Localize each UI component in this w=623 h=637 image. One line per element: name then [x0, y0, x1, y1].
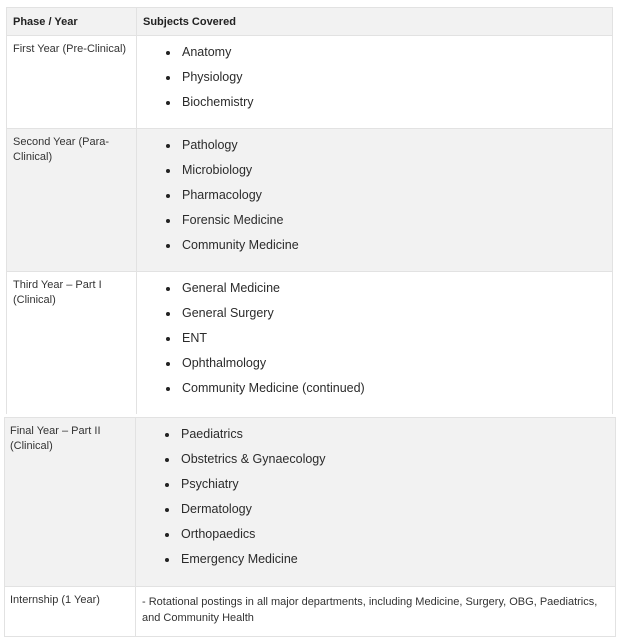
subject-item: Emergency Medicine [136, 547, 615, 572]
subject-item: Psychiatry [136, 472, 615, 497]
phase-cell: Third Year – Part I (Clinical) [7, 272, 137, 415]
subject-item: Community Medicine [137, 233, 612, 258]
subject-list [136, 418, 615, 580]
table-header-row [7, 8, 613, 36]
curriculum-table-part-2 [4, 417, 616, 637]
table-row [7, 129, 613, 272]
subjects-cell [136, 418, 616, 587]
subject-item: Forensic Medicine [137, 208, 612, 233]
subject-item: Paediatrics [136, 422, 615, 447]
table-row [5, 587, 616, 637]
subject-item: Pharmacology [137, 183, 612, 208]
subject-item: General Medicine [137, 276, 612, 301]
subject-item: Obstetrics & Gynaecology [136, 447, 615, 472]
table-row [7, 272, 613, 415]
subject-item: Ophthalmology [137, 351, 612, 376]
header-phase: Phase / Year [7, 8, 137, 36]
subject-item: Pathology [137, 133, 612, 158]
subject-list [137, 129, 612, 266]
subject-item: Microbiology [137, 158, 612, 183]
phase-cell: Second Year (Para-Clinical) [7, 129, 137, 272]
subjects-cell [137, 129, 613, 272]
table-row [5, 418, 616, 587]
table-row [7, 36, 613, 129]
header-subjects: Subjects Covered [137, 8, 613, 36]
subjects-cell [137, 36, 613, 129]
phase-cell: Final Year – Part II (Clinical) [5, 418, 136, 587]
subject-list [137, 36, 612, 123]
subject-item: Community Medicine (continued) [137, 376, 612, 401]
subject-item: General Surgery [137, 301, 612, 326]
internship-description: - Rotational postings in all major departments, including Medicine, Surgery, OBG, Paediatrics, and Community Health [142, 596, 598, 624]
subjects-cell [136, 587, 616, 637]
subjects-cell [137, 272, 613, 415]
subject-item: ENT [137, 326, 612, 351]
subject-item: Biochemistry [137, 90, 612, 115]
subject-item: Orthopaedics [136, 522, 615, 547]
phase-cell: Internship (1 Year) [5, 587, 136, 637]
phase-cell: First Year (Pre-Clinical) [7, 36, 137, 129]
subject-list [137, 272, 612, 409]
subject-item: Dermatology [136, 497, 615, 522]
subject-item: Physiology [137, 65, 612, 90]
subject-item: Anatomy [137, 40, 612, 65]
curriculum-table-part-1 [6, 7, 613, 414]
